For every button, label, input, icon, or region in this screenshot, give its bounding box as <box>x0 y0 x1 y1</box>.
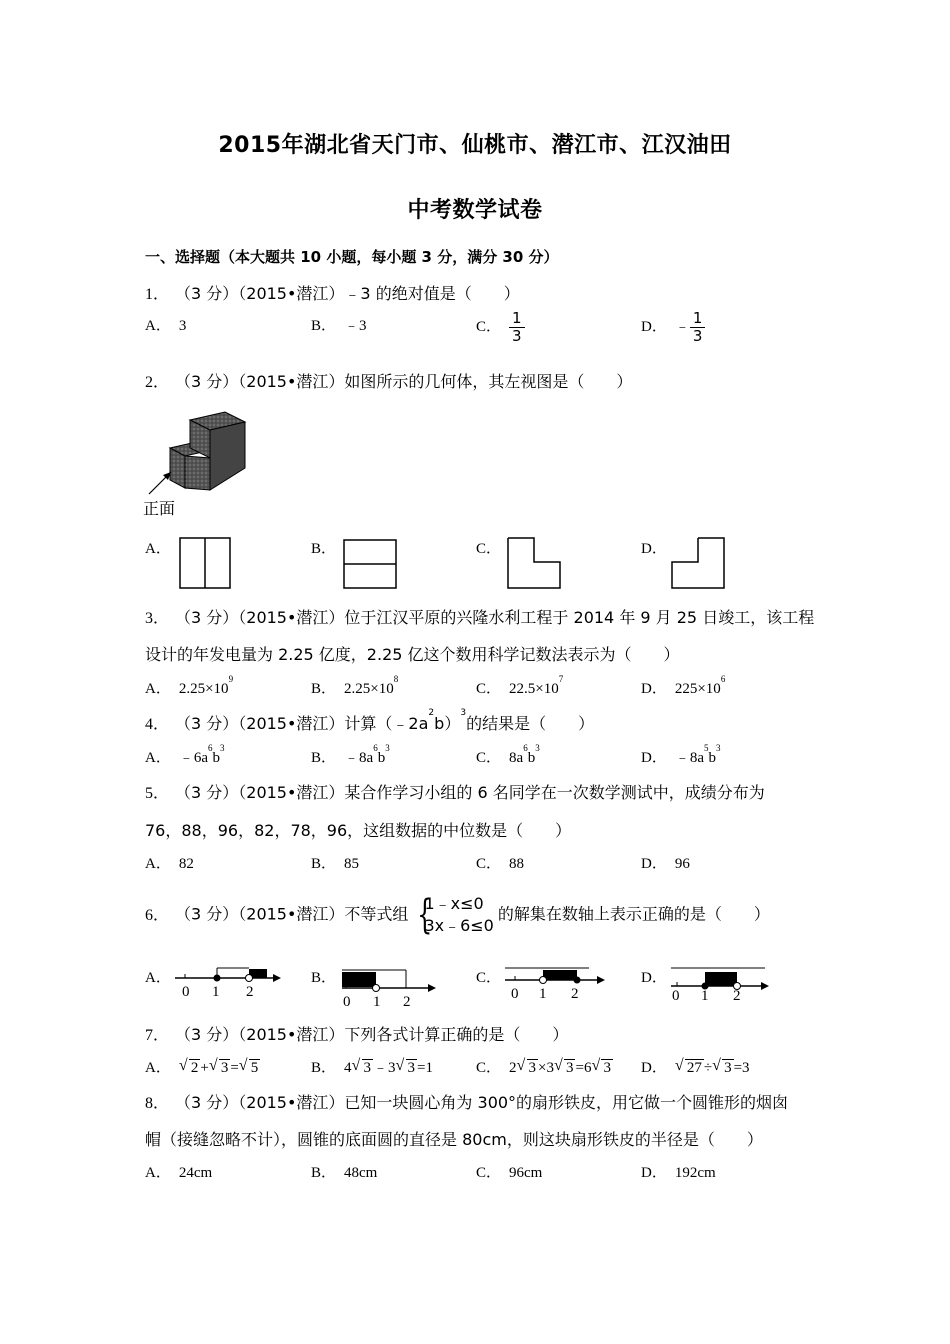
option-b: B． $2.25\times 10^8$ <box>311 674 399 697</box>
question-text: （3 分）（2015•潜江）如图所示的几何体，其左视图是（ ） <box>175 372 633 391</box>
option-d: D． <box>641 970 667 986</box>
option-c: C． 88 <box>476 856 525 872</box>
question-4-options <box>145 743 845 776</box>
question-1-options <box>145 309 845 345</box>
option-a: A． $﹣6a^6b^3$ <box>145 743 225 766</box>
question-number: 3． <box>145 610 170 627</box>
question-3-cont: 设计的年发电量为 2.25 亿度，2.25 亿这个数用科学记数法表示为（ ） <box>145 645 680 664</box>
question-number: 8． <box>145 1095 170 1112</box>
question-6-options: A． 0 1 2 B． 0 1 2 C． 0 1 2 D． 0 1 2 <box>145 966 845 1006</box>
number-line-a <box>173 966 285 1002</box>
question-5-options <box>145 852 845 882</box>
question-2 <box>145 369 632 392</box>
question-number: 6． <box>145 906 170 924</box>
question-text: （3 分）（2015•潜江）某合作学习小组的 6 名同学在一次数学测试中，成绩分布为 <box>175 783 765 802</box>
question-number: 2． <box>145 374 170 391</box>
question-8-cont: 帽（接缝忽略不计），圆锥的底面圆的直径是 80cm，则这块扇形铁皮的半径是（ ） <box>145 1130 763 1149</box>
option-c: C． <box>476 970 502 986</box>
question-7-options <box>145 1056 845 1086</box>
option-a: A． $2.25\times 10^9$ <box>145 674 234 697</box>
option-d: D． √ 27 ÷ √ 3 =3 <box>641 1057 750 1076</box>
question-number: 5． <box>145 785 170 802</box>
option-d: D． ﹣ $\frac{1}{3}$ <box>641 310 705 345</box>
question-5-cont: 76，88，96，82，78，96，这组数据的中位数是（ ） <box>145 821 572 840</box>
question-number: 1． <box>145 286 170 303</box>
view-c-figure <box>507 537 561 589</box>
question-1 <box>145 281 520 304</box>
fraction: $\frac{1}{3}$ <box>509 310 525 345</box>
view-d-figure <box>671 537 725 589</box>
question-text: （3 分）（2015•潜江）﹣3 的绝对值是（ ） <box>175 284 520 303</box>
question-number: 4． <box>145 716 170 733</box>
option-a: A． 82 <box>145 856 194 872</box>
option-b: B． 48cm <box>311 1165 378 1181</box>
option-d: D． 192cm <box>641 1165 716 1181</box>
number-line-d <box>669 966 773 1002</box>
question-text: （3 分）（2015•潜江）下列各式计算正确的是（ ） <box>175 1025 569 1044</box>
option-b: B． 85 <box>311 856 360 872</box>
option-b: B． ﹣3 <box>311 318 367 334</box>
option-d: D． $225\times 10^6$ <box>641 674 726 697</box>
question-text: （3 分）（2015•潜江）已知一块圆心角为 300°的扇形铁皮，用它做一个圆锥形的烟囱 <box>175 1093 789 1112</box>
option-a: A． √ 2 + √ 3 = √ 5 <box>145 1057 259 1076</box>
question-8 <box>145 1090 788 1113</box>
option-a: A． <box>145 541 171 557</box>
number-line-b <box>340 966 440 1002</box>
option-a: A． 24cm <box>145 1165 213 1181</box>
option-b: B． $﹣8a^6b^3$ <box>311 743 390 766</box>
question-text: （3 分）（2015•潜江）位于江汉平原的兴隆水利工程于 2014 年 9 月 25 日竣工，该工程 <box>175 608 815 627</box>
option-c: C． $22.5\times 10^7$ <box>476 674 564 697</box>
question-5 <box>145 780 765 803</box>
option-a: A． 3 <box>145 318 187 334</box>
question-3-options <box>145 674 845 707</box>
front-view-caption: 正面 <box>143 499 176 518</box>
question-4: 4． （3 分）（2015•潜江）计算$(﹣2a^2b)^3$的结果是（ ） <box>145 708 595 733</box>
number-line-c <box>503 966 609 1002</box>
question-number: 7． <box>145 1027 170 1044</box>
question-8-options <box>145 1161 845 1191</box>
view-b-figure <box>343 539 397 589</box>
exam-title-line2: 中考数学试卷 <box>407 198 543 223</box>
option-b: B． <box>311 541 337 557</box>
fraction: $\frac{1}{3}$ <box>690 310 706 345</box>
option-b: B． <box>311 970 337 986</box>
question-3 <box>145 605 814 628</box>
option-d: D． $﹣8a^5b^3$ <box>641 743 721 766</box>
question-7 <box>145 1022 568 1045</box>
stepped-solid-figure <box>145 408 255 500</box>
question-6: 6． （3 分）（2015•潜江）不等式组 { 1﹣x≤0 3x﹣6≤0 的解集在数轴上表示正确的是（ ） <box>145 892 770 938</box>
option-c: C． 2 √ 3 ×3 √ 3 =6 √ 3 <box>476 1057 611 1076</box>
option-a: A． <box>145 970 171 986</box>
option-c: C． <box>476 541 502 557</box>
question-2-options <box>145 537 845 589</box>
option-c: C． $8a^6b^3$ <box>476 743 540 766</box>
inequality-system: { 1﹣x≤0 3x﹣6≤0 <box>417 892 494 938</box>
exam-title-line1: 2015年湖北省天门市、仙桃市、潜江市、江汉油田 <box>218 133 732 158</box>
view-a-figure <box>179 537 231 589</box>
option-b: B． 4 √ 3 ﹣3 √ 3 =1 <box>311 1057 433 1076</box>
option-d: D． <box>641 541 667 557</box>
option-c: C． $\frac{1}{3}$ <box>476 310 525 345</box>
section-heading: 一、选择题（本大题共 10 小题，每小题 3 分，满分 30 分） <box>145 248 559 266</box>
option-d: D． 96 <box>641 856 690 872</box>
option-c: C． 96cm <box>476 1165 543 1181</box>
